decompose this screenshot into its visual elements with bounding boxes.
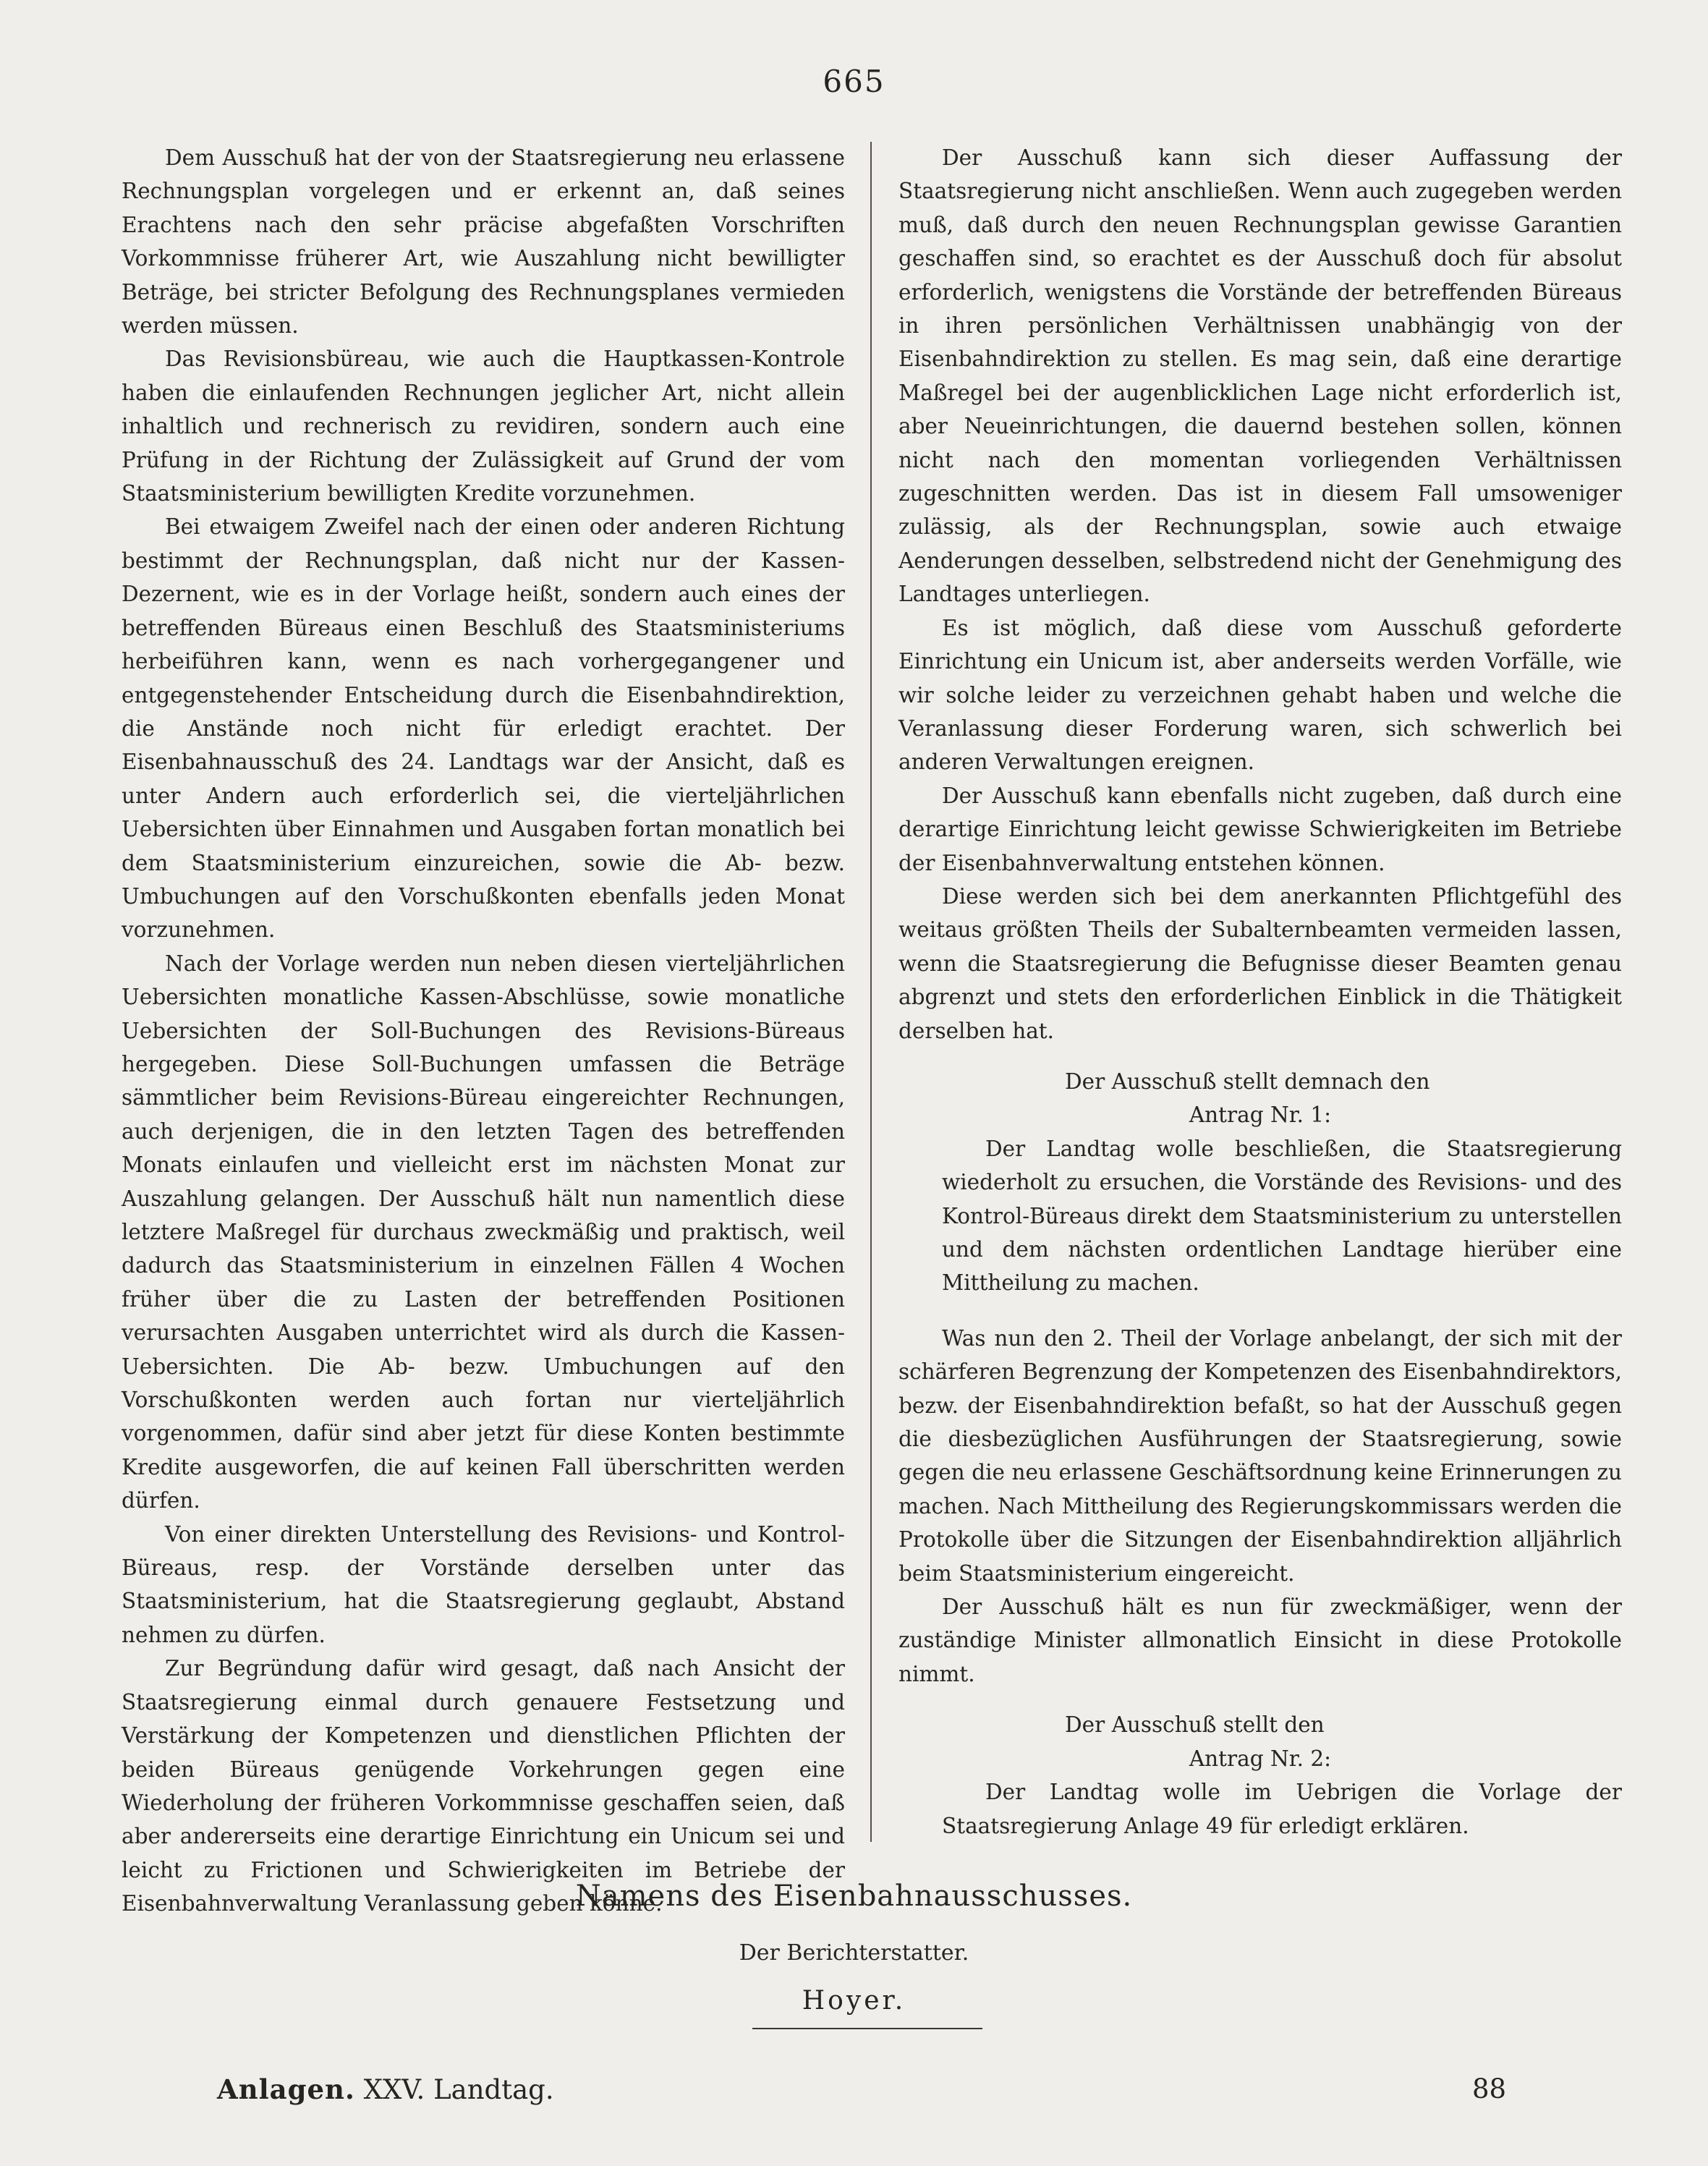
page-number: 665: [823, 64, 885, 99]
reporter-role: Der Berichterstatter.: [739, 1940, 969, 1966]
paragraph: Nach der Vorlage werden nun neben diesen vierteljährlichen Uebersichten monatliche Kassen-Abschlüsse, sowie monatliche Uebersichten der Soll-Buchungen des Revisions-Büreaus hergegeben. Diese Soll-Buchungen umfassen die Beträge sämmtlicher beim Revisions-Büreau eingereichter Rechnungen, auch derjenigen, die in den letzten Tagen des betreffenden Monats einlaufen und vielleicht erst im nächsten Monat zur Auszahlung gelangen. Der Ausschuß hält nun namentlich diese letztere Maßregel für durchaus zweckmäßig und praktisch, weil dadurch das Staatsministerium in einzelnen Fällen 4 Wochen früher über die zu Lasten der betreffenden Positionen verursachten Ausgaben unterrichtet wird als durch die Kassen-Uebersichten. Die Ab- bezw. Umbuchungen auf den Vorschußkonten werden auch fortan nur vierteljährlich vorgenommen, dafür sind aber jetzt für diese Konten bestimmte Kredite ausgeworfen, die auf keinen Fall überschritten werden dürfen.: [122, 951, 845, 1513]
footer-series-bold: Anlagen.: [217, 2073, 355, 2105]
committee-signature: Namens des Eisenbahnausschusses.: [575, 1880, 1133, 1913]
antrag-1-intro: Der Ausschuß stellt demnach den: [1065, 1069, 1430, 1094]
left-column: [122, 141, 845, 1921]
antrag-1-text: Der Landtag wolle beschließen, die Staatsregierung wiederholt zu ersuchen, die Vorstände des Revisions- und des Kontrol-Büreaus direkt dem Staatsministerium zu unterstellen und dem nächsten ordentlichen Landtage hierüber eine Mittheilung zu machen.: [942, 1136, 1622, 1296]
paragraph: Was nun den 2. Theil der Vorlage anbelangt, der sich mit der schärferen Begrenzung der Kompetenzen des Eisenbahndirektors, bezw. der Eisenbahndirektion befaßt, so hat der Ausschuß gegen die diesbezüglichen Ausführungen der Staatsregierung, sowie gegen die neu erlassene Geschäftsordnung keine Erinnerungen zu machen. Nach Mittheilung des Regierungskommissars werden die Protokolle über die Sitzungen der Eisenbahndirektion alljährlich beim Staatsministerium eingereicht.: [898, 1325, 1622, 1586]
paragraph: Von einer direkten Unterstellung des Revisions- und Kontrol-Büreaus, resp. der Vorstände derselben unter das Staatsministerium, hat die Staatsregierung geglaubt, Abstand nehmen zu dürfen.: [122, 1521, 845, 1647]
column-divider: [870, 142, 872, 1842]
paragraph: Das Revisionsbüreau, wie auch die Hauptkassen-Kontrole haben die einlaufenden Rechnungen jeglicher Art, nicht allein inhaltlich und rechnerisch zu revidiren, sondern auch eine Prüfung in der Richtung der Zulässigkeit auf Grund der vom Staatsministerium bewilligten Kredite vorzunehmen.: [122, 347, 845, 506]
closing-rule: [752, 2028, 982, 2029]
antrag-2-text: Der Landtag wolle im Uebrigen die Vorlage der Staatsregierung Anlage 49 für erledigt erklären.: [942, 1780, 1622, 1838]
paragraph: Der Ausschuß kann ebenfalls nicht zugeben, daß durch eine derartige Einrichtung leicht gewisse Schwierigkeiten im Betriebe der Eisenbahnverwaltung entstehen können.: [898, 783, 1622, 875]
paragraph: Bei etwaigem Zweifel nach der einen oder anderen Richtung bestimmt der Rechnungsplan, daß nicht nur der Kassen-Dezernent, wie es in der Vorlage heißt, sondern auch eines der betreffenden Büreaus einen Beschluß des Staatsministeriums herbeiführen kann, wenn es nach vorhergegangener und entgegenstehender Entscheidung durch die Eisenbahndirektion, die Anstände noch nicht für erledigt erachtet. Der Eisenbahnausschuß des 24. Landtags war der Ansicht, daß es unter Andern auch erforderlich sei, die vierteljährlichen Uebersichten über Einnahmen und Ausgaben fortan monatlich bei dem Staatsministerium einzureichen, sowie die Ab- bezw. Umbuchungen auf den Vorschußkonten ebenfalls jeden Monat vorzunehmen.: [122, 514, 845, 943]
paragraph: Dem Ausschuß hat der von der Staatsregierung neu erlassene Rechnungsplan vorgelegen und er erkennt an, daß seines Erachtens nach den sehr präcise abgefaßten Vorschriften Vorkommnisse früherer Art, wie Auszahlung nicht bewilligter Beträge, bei stricter Befolgung des Rechnungsplanes vermieden werden müssen.: [122, 145, 845, 339]
footer-series: [217, 2073, 554, 2105]
footer-sheet-number: 88: [1472, 2073, 1507, 2105]
antrag-2-title: Antrag Nr. 2:: [1189, 1746, 1332, 1771]
paragraph: Es ist möglich, daß diese vom Ausschuß geforderte Einrichtung ein Unicum ist, aber anderseits werden Vorfälle, wie wir solche leider zu verzeichnen gehabt haben und welche die Veranlassung dieser Forderung waren, sich schwerlich bei anderen Verwaltungen ereignen.: [898, 615, 1622, 775]
right-column: [898, 141, 1622, 1843]
antrag-2-intro: Der Ausschuß stellt den: [1065, 1712, 1325, 1738]
paragraph: Der Ausschuß kann sich dieser Auffassung der Staatsregierung nicht anschließen. Wenn auch zugegeben werden muß, daß durch den neuen Rechnungsplan gewisse Garantien geschaffen sind, so erachtet es der Ausschuß doch für absolut erforderlich, wenigstens die Vorstände der betreffenden Büreaus in ihren persönlichen Verhältnissen unabhängig von der Eisenbahndirektion zu stellen. Es mag sein, daß eine derartige Maßregel bei der augenblicklichen Lage nicht erforderlich ist, aber Neueinrichtungen, die dauernd bestehen sollen, können nicht nach den momentan vorliegenden Verhältnissen zugeschnitten werden. Das ist in diesem Fall umsoweniger zulässig, als der Rechnungsplan, sowie auch etwaige Aenderungen desselben, selbstredend nicht der Genehmigung des Landtages unterliegen.: [898, 145, 1622, 607]
footer-series-rest: XXV. Landtag.: [363, 2074, 554, 2105]
paragraph: Zur Begründung dafür wird gesagt, daß nach Ansicht der Staatsregierung einmal durch genauere Festsetzung und Verstärkung der Kompetenzen und dienstlichen Pflichten der beiden Büreaus genügende Vorkehrungen gegen eine Wiederholung der früheren Vorkommnisse geschaffen seien, daß aber andererseits eine derartige Einrichtung ein Unicum sei und leicht zu Frictionen und Schwierigkeiten im Betriebe der Eisenbahnverwaltung Veranlassung geben könne.: [122, 1656, 845, 1916]
reporter-name: Hoyer.: [802, 1986, 906, 2016]
antrag-1-title: Antrag Nr. 1:: [1189, 1103, 1332, 1128]
paragraph: Diese werden sich bei dem anerkannten Pflichtgefühl des weitaus größten Theils der Subalternbeamten vermeiden lassen, wenn die Staatsregierung die Befugnisse dieser Beamten genau abgrenzt und stets den erforderlichen Einblick in die Thätigkeit derselben hat.: [898, 883, 1622, 1043]
paragraph: Der Ausschuß hält es nun für zweckmäßiger, wenn der zuständige Minister allmonatlich Einsicht in diese Protokolle nimmt.: [898, 1594, 1622, 1686]
